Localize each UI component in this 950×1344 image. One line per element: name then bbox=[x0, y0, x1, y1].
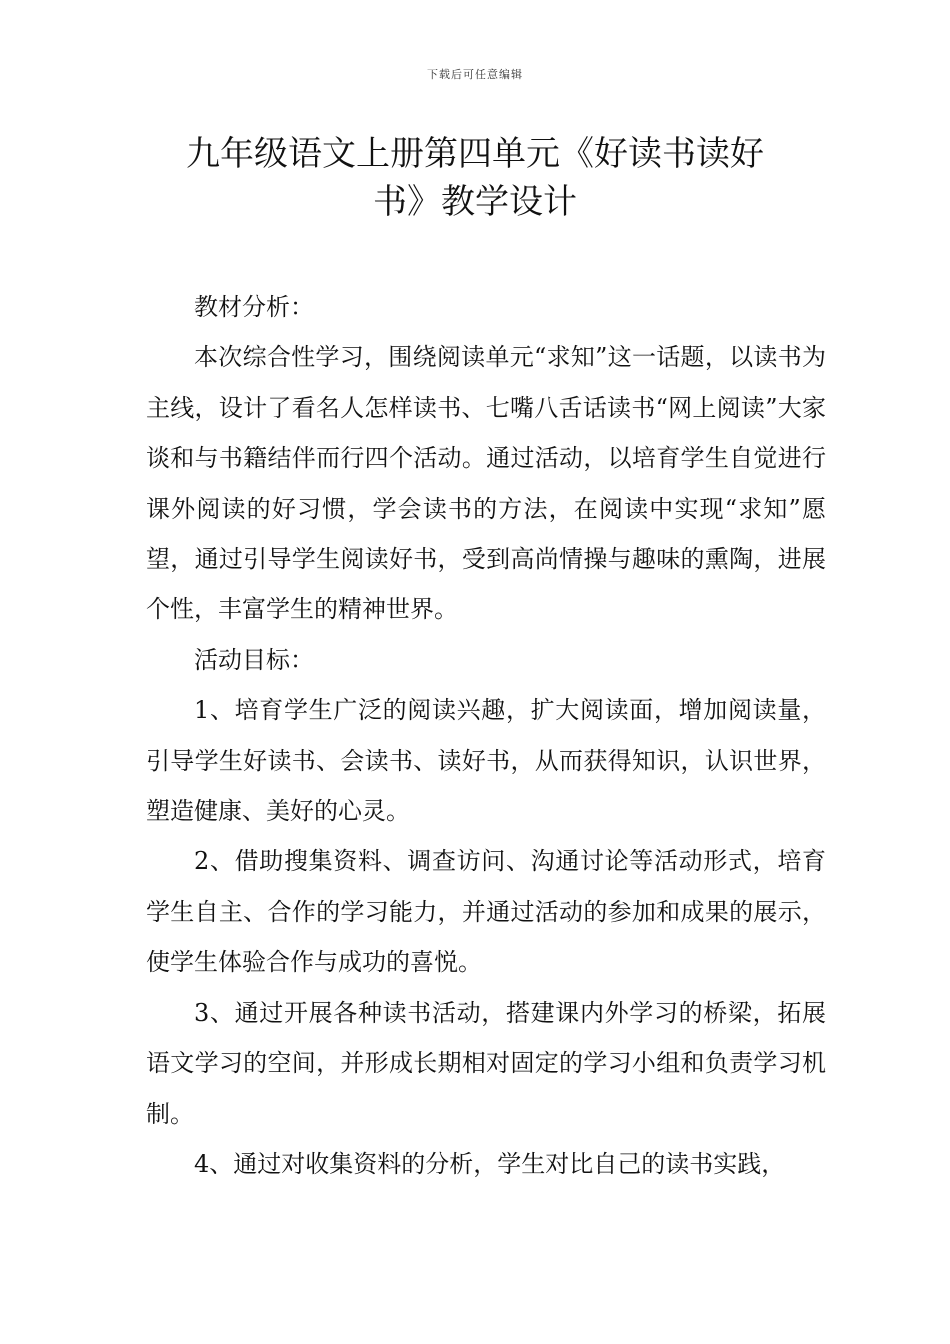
title-line-1: 九年级语文上册第四单元《好读书读好 bbox=[186, 134, 764, 174]
title-line-2: 书》教学设计 bbox=[373, 182, 577, 222]
goal-item-3: 3、通过开展各种读书活动，搭建课内外学习的桥梁，拓展语文学习的空间，并形成长期相对固定的学习小组和负责学习机制。 bbox=[146, 998, 826, 1128]
goal-item-2: 2、借助搜集资料、调查访问、沟通讨论等活动形式，培育学生自主、合作的学习能力，并通过活动的参加和成果的展示，使学生体验合作与成功的喜悦。 bbox=[146, 847, 826, 977]
analysis-paragraph: 本次综合性学习，围绕阅读单元“求知”这一话题，以读书为主线，设计了看名人怎样读书、七嘴八舌话读书“网上阅读”大家谈和与书籍结伴而行四个活动。通过活动，以培育学生自觉进行课外阅读的好习惯，学会读书的方法，在阅读中实现“求知”愿望，通过引导学生阅读好书，受到高尚情操与趣味的熏陶，进展个性，丰富学生的精神世界。 bbox=[146, 343, 826, 624]
goals-heading: 活动目标： bbox=[194, 645, 314, 674]
document-body bbox=[146, 282, 826, 1189]
goal-item-1: 1、培育学生广泛的阅读兴趣，扩大阅读面，增加阅读量，引导学生好读书、会读书、读好书，从而获得知识，认识世界，塑造健康、美好的心灵。 bbox=[146, 696, 826, 826]
header-note: 下载后可任意编辑 bbox=[427, 68, 523, 81]
analysis-heading: 教材分析： bbox=[194, 293, 314, 321]
page-title bbox=[150, 130, 800, 226]
goal-item-4: 4、通过对收集资料的分析，学生对比自己的读书实践， bbox=[194, 1149, 786, 1178]
